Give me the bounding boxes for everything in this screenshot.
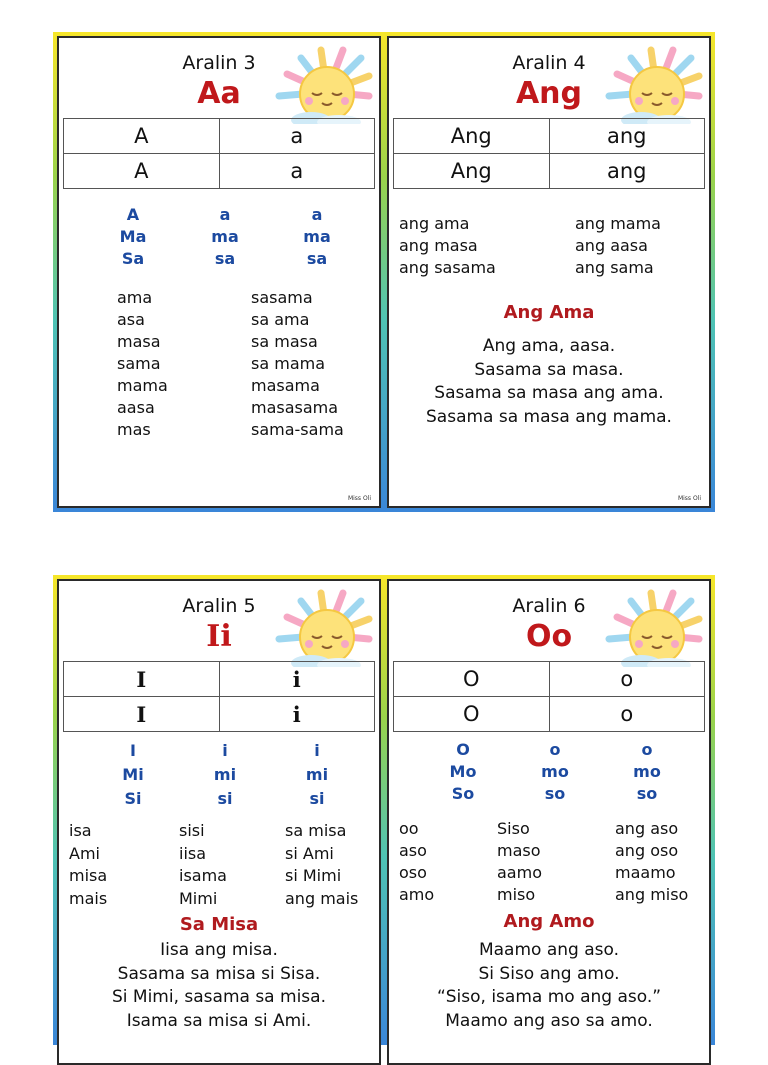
aralin3-card bbox=[57, 36, 381, 508]
word: masasama bbox=[251, 398, 339, 417]
sun-icon bbox=[265, 44, 373, 124]
syllable: Sa bbox=[121, 249, 145, 268]
table-cell: a bbox=[219, 154, 375, 189]
aralin6-heading: Aralin 6 bbox=[512, 595, 586, 617]
story-line: Maamo ang aso sa amo. bbox=[445, 1010, 653, 1031]
word: asa bbox=[117, 310, 145, 329]
word: sama bbox=[117, 354, 161, 373]
syllable: si bbox=[309, 789, 325, 808]
syllable: sa bbox=[214, 249, 236, 268]
table-cell: A bbox=[64, 154, 220, 189]
syllable: a bbox=[219, 205, 231, 224]
syllable: o bbox=[641, 740, 653, 759]
aralin6-card bbox=[387, 579, 711, 1065]
syllable: mo bbox=[541, 762, 569, 781]
word: maso bbox=[497, 841, 541, 860]
aralin3-word-list bbox=[117, 287, 377, 441]
story-line: Sasama sa masa. bbox=[474, 359, 624, 380]
syllable: mo bbox=[633, 762, 661, 781]
story-line: Iisa ang misa. bbox=[160, 940, 278, 960]
word: ama bbox=[117, 288, 153, 307]
syllable: I bbox=[130, 741, 136, 760]
table-cell: O bbox=[394, 697, 550, 732]
syllable: so bbox=[636, 784, 658, 803]
word: ang ama bbox=[399, 214, 470, 233]
word: Mimi bbox=[179, 888, 218, 908]
word: mas bbox=[117, 420, 151, 439]
word: maamo bbox=[615, 863, 676, 882]
aralin6-story bbox=[389, 939, 709, 1033]
word: si Ami bbox=[285, 843, 334, 863]
word: sama-sama bbox=[251, 420, 344, 439]
sun-icon bbox=[595, 44, 703, 124]
aralin5-letter: Ii bbox=[206, 619, 232, 654]
table-cell: A bbox=[64, 119, 220, 154]
word: ang sama bbox=[575, 258, 654, 277]
word: si Mimi bbox=[285, 866, 342, 885]
word: sisi bbox=[179, 821, 205, 840]
top-sheet bbox=[53, 32, 715, 512]
credit: Miss Oli bbox=[347, 495, 371, 502]
sun-icon bbox=[265, 587, 373, 667]
word: sa mama bbox=[251, 354, 326, 373]
aralin4-heading: Aralin 4 bbox=[512, 52, 586, 74]
word: amo bbox=[399, 885, 435, 904]
story-line: Maamo ang aso. bbox=[478, 940, 620, 960]
word: ang mama bbox=[575, 214, 661, 233]
table-cell: I bbox=[64, 662, 220, 697]
word: oso bbox=[399, 863, 427, 882]
word: ang mais bbox=[285, 888, 359, 908]
story-line: Ang ama, aasa. bbox=[482, 336, 616, 356]
syllable: O bbox=[456, 740, 470, 759]
word: sa ama bbox=[251, 310, 310, 329]
aralin6-letter-table bbox=[393, 661, 705, 732]
word: Siso bbox=[497, 819, 530, 838]
word: sasama bbox=[251, 288, 313, 307]
syllable: mi bbox=[305, 765, 329, 784]
word: ang oso bbox=[615, 841, 679, 860]
aralin6-word-list bbox=[399, 818, 709, 906]
syllable: So bbox=[451, 784, 475, 803]
syllable: Mo bbox=[449, 762, 477, 781]
word: sa misa bbox=[285, 821, 347, 840]
syllable: Mi bbox=[122, 765, 144, 784]
aralin6-story-title: Ang Amo bbox=[503, 911, 595, 932]
aralin4-story-title: Ang Ama bbox=[503, 302, 595, 323]
aralin4-word-list bbox=[399, 213, 705, 279]
word: sa masa bbox=[251, 332, 318, 351]
word: iisa bbox=[179, 843, 207, 863]
word: miso bbox=[497, 885, 536, 904]
syllable: A bbox=[126, 205, 140, 224]
table-cell: Ang bbox=[394, 119, 550, 154]
word: ang sasama bbox=[399, 258, 496, 277]
story-line: Sasama sa misa si Sisa. bbox=[117, 963, 321, 984]
syllable: sa bbox=[306, 249, 328, 268]
table-cell: i bbox=[219, 697, 375, 732]
table-cell: ang bbox=[549, 154, 705, 189]
aralin3-heading: Aralin 3 bbox=[182, 52, 256, 74]
table-cell: o bbox=[549, 662, 705, 697]
word: ang masa bbox=[399, 236, 478, 255]
story-line: Si Siso ang amo. bbox=[478, 963, 620, 984]
aralin5-story bbox=[59, 939, 379, 1033]
aralin6-syllables bbox=[417, 739, 693, 805]
word: masa bbox=[117, 332, 161, 351]
table-cell: I bbox=[64, 697, 220, 732]
story-line: “Siso, isama mo ang aso.” bbox=[436, 987, 662, 1007]
syllable: i bbox=[222, 741, 228, 760]
syllable: a bbox=[311, 205, 323, 224]
story-line: Sasama sa masa ang mama. bbox=[426, 406, 672, 427]
table-cell: o bbox=[549, 697, 705, 732]
word: masama bbox=[251, 376, 320, 395]
syllable: ma bbox=[303, 227, 331, 246]
syllable: si bbox=[217, 789, 233, 808]
word: misa bbox=[69, 866, 108, 885]
story-line: Isama sa misa si Ami. bbox=[126, 1010, 312, 1031]
table-cell: i bbox=[219, 662, 375, 697]
aralin6-letter: Oo bbox=[525, 619, 573, 654]
table-cell: ang bbox=[549, 119, 705, 154]
table-cell: Ang bbox=[394, 154, 550, 189]
aralin5-story-title: Sa Misa bbox=[179, 914, 259, 935]
table-cell: O bbox=[394, 662, 550, 697]
word: oo bbox=[399, 819, 419, 838]
story-line: Si Mimi, sasama sa misa. bbox=[112, 987, 326, 1007]
syllable: mi bbox=[213, 765, 237, 784]
word: ang aasa bbox=[575, 236, 648, 255]
aralin4-card bbox=[387, 36, 711, 508]
aralin3-letter: Aa bbox=[197, 76, 241, 111]
word: aamo bbox=[497, 863, 542, 882]
syllable: i bbox=[314, 741, 320, 760]
bottom-sheet bbox=[53, 575, 715, 1045]
syllable: o bbox=[549, 740, 561, 759]
syllable: so bbox=[544, 784, 566, 803]
word: mama bbox=[117, 376, 168, 395]
word: aso bbox=[399, 841, 427, 860]
syllable: Ma bbox=[119, 227, 147, 246]
story-line: Sasama sa masa ang ama. bbox=[434, 383, 664, 403]
sun-icon bbox=[595, 587, 703, 667]
word: aasa bbox=[117, 398, 155, 417]
aralin5-letter-table bbox=[63, 661, 375, 732]
word: isama bbox=[179, 866, 227, 885]
aralin4-story bbox=[389, 335, 709, 429]
aralin3-letter-table bbox=[63, 118, 375, 189]
aralin5-heading: Aralin 5 bbox=[182, 595, 256, 617]
aralin5-syllables bbox=[87, 739, 363, 811]
word: mais bbox=[69, 888, 108, 908]
word: ang aso bbox=[615, 819, 679, 838]
aralin4-letter: Ang bbox=[515, 76, 583, 111]
word: ang miso bbox=[615, 885, 689, 904]
table-cell: a bbox=[219, 119, 375, 154]
syllable: Si bbox=[124, 789, 142, 808]
credit: Miss Oli bbox=[677, 495, 701, 502]
syllable: ma bbox=[211, 227, 239, 246]
word: isa bbox=[69, 821, 92, 840]
aralin4-letter-table bbox=[393, 118, 705, 189]
aralin5-card bbox=[57, 579, 381, 1065]
aralin5-word-list bbox=[69, 820, 379, 910]
word: Ami bbox=[69, 843, 100, 863]
aralin3-syllables bbox=[87, 204, 363, 270]
